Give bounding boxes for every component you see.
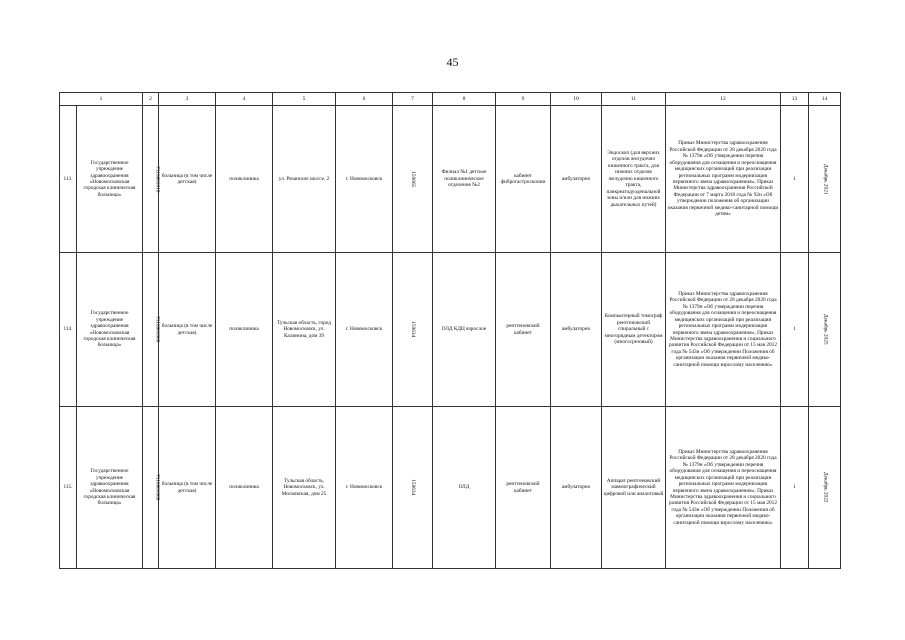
equipment-table — [59, 92, 841, 569]
unit: ОЛД КДЦ взрослое — [433, 253, 496, 407]
equipment: Аппарат рентгеновский маммографический цифровой или аналоговый — [602, 407, 666, 569]
col-header-11: 11 — [602, 93, 666, 106]
col-header-6: 6 — [336, 93, 393, 106]
care-type: поликлиника — [216, 253, 273, 407]
city: г. Новомосковск — [336, 253, 393, 407]
city: г. Новомосковск — [336, 106, 393, 253]
quantity: 1 — [781, 106, 809, 253]
org-code-text: 7116001060 — [154, 474, 161, 501]
quantity: 1 — [781, 253, 809, 407]
col-header-10: 10 — [551, 93, 602, 106]
unit: ОЛД — [433, 407, 496, 569]
date-text: Декабрь 2025 — [822, 314, 829, 345]
col-header-7: 7 — [393, 93, 433, 106]
legal-basis: Приказ Министерства здравоохранения Российской Федерации от 28 декабря 2020 года № 1379н «Об утверждении перечня оборудования для оснащения и переоснащения медицинских организаций при реализации региональных программ модернизации первичного звена здравоохранения»; Приказ Министерства здравоохранения и социального развития Российской Федерации от 15 мая 2012 года № 543н «Об утверждении Положения об организации оказания первичной медико-санитарной помощи взрослому населению» — [666, 253, 781, 407]
header-row — [60, 93, 841, 106]
org-code — [143, 253, 159, 407]
table-row — [60, 253, 841, 407]
table-row — [60, 407, 841, 569]
room: рентгеновский кабинет — [496, 407, 551, 569]
col-header-9: 9 — [496, 93, 551, 106]
page-number: 45 — [446, 55, 459, 69]
oktmo — [393, 106, 433, 253]
org-code — [143, 106, 159, 253]
oktmo-text: 159665 — [409, 171, 416, 187]
city: г. Новомосковск — [336, 407, 393, 569]
care-type: поликлиника — [216, 106, 273, 253]
date — [809, 253, 841, 407]
col-header-8: 8 — [433, 93, 496, 106]
col-header-4: 4 — [216, 93, 273, 106]
condition: амбулаторно — [551, 253, 602, 407]
col-header-1: 1 — [60, 93, 143, 106]
date — [809, 106, 841, 253]
condition: амбулаторно — [551, 106, 602, 253]
oktmo — [393, 407, 433, 569]
address: ул. Рязанское шоссе, 2 — [273, 106, 336, 253]
org-name: Государственное учреждение здравоохранения «Новомосковская городская клиническая больница» — [77, 253, 143, 407]
org-type: больница (в том числе детская) — [159, 253, 216, 407]
address: Тульская область, город Новомосковск, ул. Калинина, дом 39 — [273, 253, 336, 407]
oktmo-text: 159634 — [409, 321, 416, 338]
col-header-14: 14 — [809, 93, 841, 106]
room: кабинет фиброгастроскопии — [496, 106, 551, 253]
col-header-13: 13 — [781, 93, 809, 106]
equipment: Эндоскоп (для верхних отделов желудочно кишечного тракта, для нижних отделов желудочно кишечного тракта, панкреатодуоденальной зоны и/или для нижних дыхательных путей) — [602, 106, 666, 253]
oktmo-text: 159634 — [409, 479, 416, 496]
date-text: Декабрь 2021 — [822, 163, 829, 195]
oktmo — [393, 253, 433, 407]
room: рентгеновский кабинет — [496, 253, 551, 407]
unit: Филиал №1 детское поликлиническое отделение №2 — [433, 106, 496, 253]
row-number: 113. — [60, 106, 77, 253]
quantity: 1 — [781, 407, 809, 569]
org-code — [143, 407, 159, 569]
org-code-text: 7116001010 — [154, 165, 161, 193]
col-header-2: 2 — [143, 93, 159, 106]
address: Тульская область, Новомосковск, ул. Московская, дом 25 — [273, 407, 336, 569]
legal-basis: Приказ Министерства здравоохранения Российской Федерации от 28 декабря 2020 года № 1379н «Об утверждении перечня оборудования для оснащения и переоснащения медицинских организаций при реализации региональных программ модернизации первичного звена здравоохранения»; Приказ Министерства здравоохранения Российской Федерации от 7 марта 2018 года № 92н «Об утверждении положения об организации оказания первичной медико-санитарной помощи детям» — [666, 106, 781, 253]
col-header-3: 3 — [159, 93, 216, 106]
date — [809, 407, 841, 569]
org-type: больница (в том числе детская) — [159, 407, 216, 569]
care-type: поликлиника — [216, 407, 273, 569]
col-header-5: 5 — [273, 93, 336, 106]
condition: амбулаторно — [551, 407, 602, 569]
equipment: Компьютерный томограф рентгеновский спиральный с многорядным детектором (многосрезовый) — [602, 253, 666, 407]
col-header-12: 12 — [666, 93, 781, 106]
org-name: Государственное учреждение здравоохранения «Новомосковская городская клиническая больница» — [77, 106, 143, 253]
legal-basis: Приказ Министерства здравоохранения Российской Федерации от 28 декабря 2020 года № 1379н «Об утверждении перечня оборудования для оснащения и переоснащения медицинских организаций при реализации региональных программ модернизации первичного звена здравоохранения»; Приказ Министерства здравоохранения и социального развития Российской Федерации от 15 мая 2012 года № 543н «Об утверждении Положения об организации оказания первичной медико-санитарной помощи взрослому населению» — [666, 407, 781, 569]
date-text: Декабрь 2022 — [822, 472, 829, 503]
org-name: Государственное учреждение здравоохранения «Новомосковская городская клиническая больница» — [77, 407, 143, 569]
org-type: больница (в том числе детская) — [159, 106, 216, 253]
row-number: 114. — [60, 253, 77, 407]
row-number: 115. — [60, 407, 77, 569]
org-code-text: 7116001060 — [154, 316, 161, 343]
table-row — [60, 106, 841, 253]
